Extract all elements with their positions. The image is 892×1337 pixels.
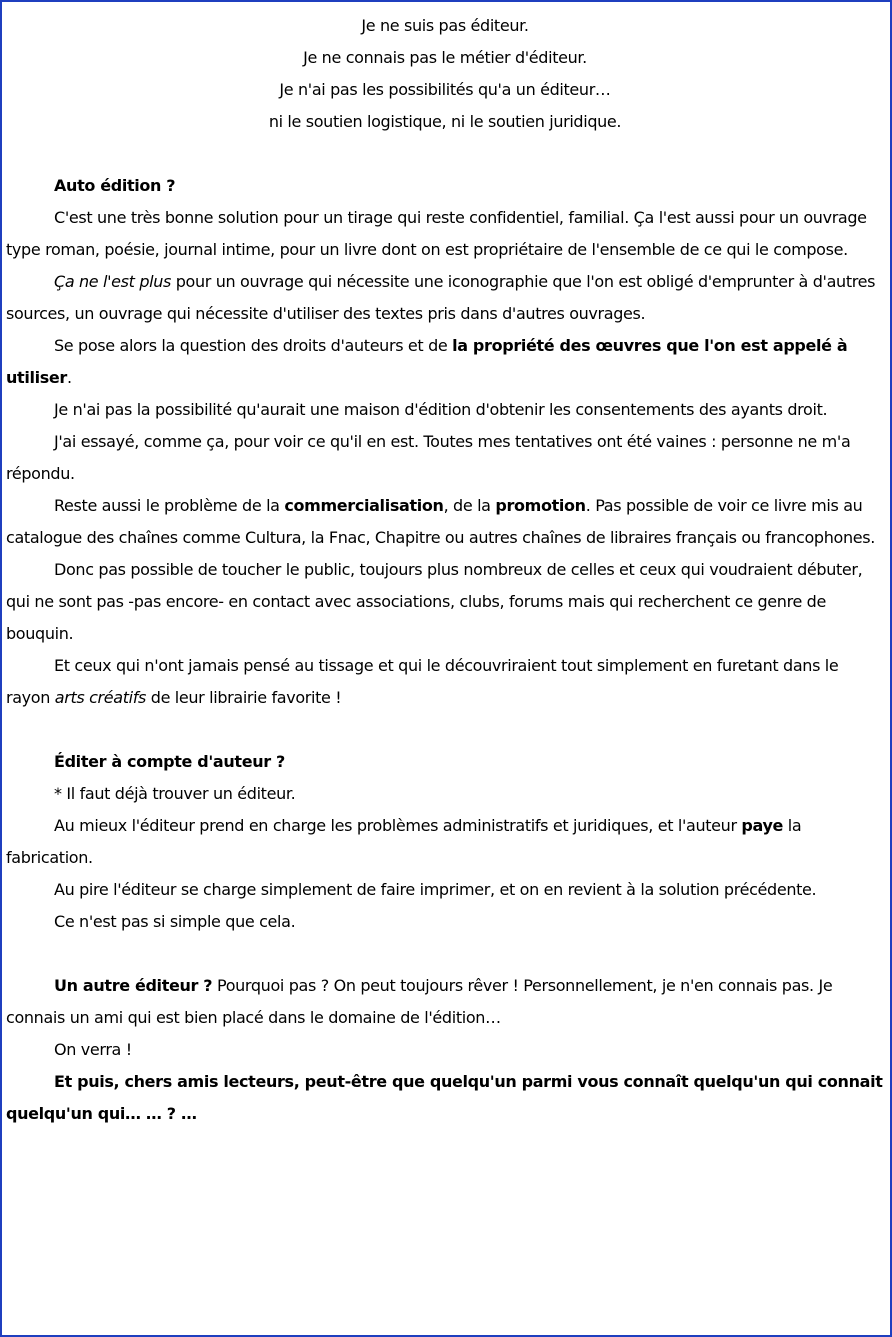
- paragraph-text: Se pose alors la question des droits d'auteurs et de: [54, 336, 453, 355]
- paragraph-text: Au mieux l'éditeur prend en charge les problèmes administratifs et juridiques, et l'auteur: [54, 816, 742, 835]
- paragraph-text: de leur librairie favorite !: [146, 688, 342, 707]
- compte-paragraph-3: Au pire l'éditeur se charge simplement de faire imprimer, et on en revient à la solution précédente.: [54, 880, 817, 899]
- paragraph-text: . Pas possible de voir ce livre mis au catalogue des chaînes comme Cultura, la Fnac, Chapitre ou autres chaînes de libraires français ou francophones.: [6, 496, 875, 547]
- bold-text: commercialisation: [284, 496, 444, 515]
- auto-paragraph-1: C'est une très bonne solution pour un tirage qui reste confidentiel, familial. Ça l'est aussi pour un ouvrage type roman, poésie, journal intime, pour un livre dont on est propriétaire de l'ensemble de ce qui le compose.: [6, 208, 867, 259]
- paragraph-text: , de la: [443, 496, 496, 515]
- intro-line-3: Je n'ai pas les possibilités qu'a un éditeur…: [279, 80, 611, 99]
- spacer: [6, 938, 884, 970]
- section-heading-compte-auteur: Éditer à compte d'auteur ?: [54, 752, 285, 771]
- intro-line-2: Je ne connais pas le métier d'éditeur.: [303, 48, 587, 67]
- compte-paragraph-1: * Il faut déjà trouver un éditeur.: [54, 784, 296, 803]
- spacer: [6, 138, 884, 170]
- paragraph-text: la fabrication.: [6, 816, 802, 867]
- autre-paragraph-1: [6, 970, 884, 1034]
- emphasis-text: arts créatifs: [54, 688, 147, 707]
- paragraph-text: pour un ouvrage qui nécessite une iconographie que l'on est obligé d'emprunter à d'autres sources, un ouvrage qui nécessite d'utiliser des textes pris dans d'autres ouvrages.: [6, 272, 876, 323]
- compte-paragraph-2: [6, 810, 884, 874]
- auto-paragraph-4: Je n'ai pas la possibilité qu'aurait une maison d'édition d'obtenir les consentements des ayants droit.: [54, 400, 828, 419]
- section-heading-auto-edition: Auto édition ?: [54, 176, 176, 195]
- emphasis-text: Ça ne l'est plus: [54, 272, 171, 291]
- auto-paragraph-8: [6, 650, 884, 714]
- paragraph-text: Pourquoi pas ? On peut toujours rêver ! Personnellement, je n'en connais pas. Je connais un ami qui est bien placé dans le domaine de l'édition…: [6, 976, 833, 1027]
- compte-paragraph-4: Ce n'est pas si simple que cela.: [54, 912, 296, 931]
- auto-paragraph-7: Donc pas possible de toucher le public, toujours plus nombreux de celles et ceux qui voudraient débuter, qui ne sont pas -pas encore- en contact avec associations, clubs, forums mais qui recherchent ce genre de bouquin.: [6, 560, 863, 643]
- document-body: [6, 10, 884, 1130]
- intro-line-1: Je ne suis pas éditeur.: [361, 16, 529, 35]
- paragraph-text: Et ceux qui n'ont jamais pensé au tissage et qui le découvriraient tout simplement en furetant dans le rayon: [6, 656, 839, 707]
- autre-paragraph-3: Et puis, chers amis lecteurs, peut-être que quelqu'un parmi vous connaît quelqu'un qui connait quelqu'un qui… … ? …: [6, 1072, 883, 1123]
- bold-text: la propriété des œuvres que l'on est appelé à utiliser: [6, 336, 848, 387]
- bold-text: paye: [741, 816, 784, 835]
- paragraph-text: .: [66, 368, 72, 387]
- auto-paragraph-6: [6, 490, 884, 554]
- bold-text: promotion: [495, 496, 586, 515]
- auto-paragraph-3: [6, 330, 884, 394]
- spacer: [6, 714, 884, 746]
- auto-paragraph-5: J'ai essayé, comme ça, pour voir ce qu'il en est. Toutes mes tentatives ont été vaines : personne ne m'a répondu.: [6, 432, 851, 483]
- intro-line-4: ni le soutien logistique, ni le soutien juridique.: [268, 112, 622, 131]
- auto-paragraph-2: [6, 266, 884, 330]
- section-heading-autre-editeur: Un autre éditeur ?: [54, 976, 213, 995]
- paragraph-text: Reste aussi le problème de la: [54, 496, 285, 515]
- autre-paragraph-2: On verra !: [54, 1040, 132, 1059]
